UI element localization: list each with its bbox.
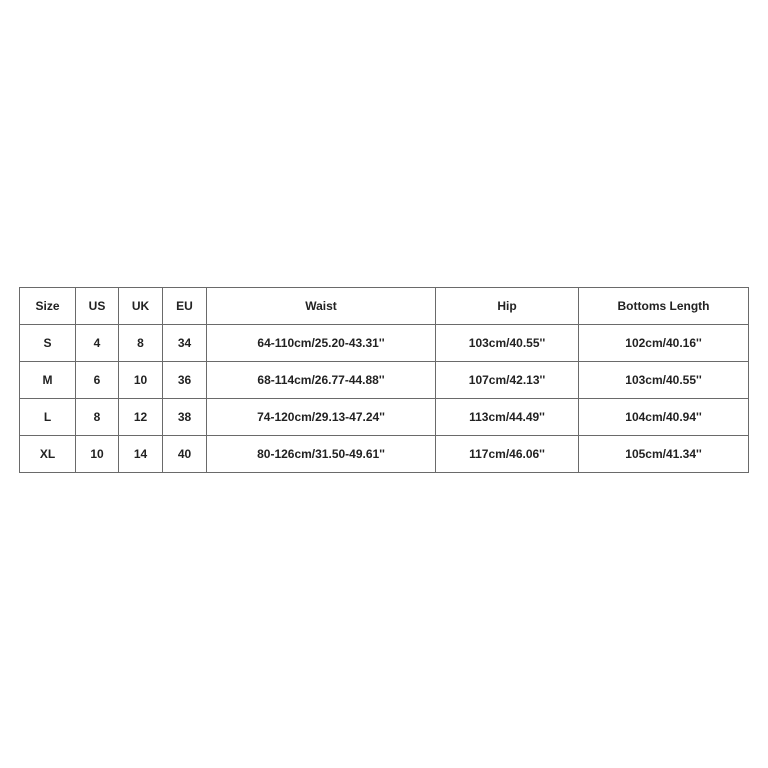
cell-size: XL: [20, 436, 76, 473]
cell-size: M: [20, 362, 76, 399]
cell-uk: 14: [119, 436, 163, 473]
cell-eu: 40: [163, 436, 207, 473]
header-bottoms-length: Bottoms Length: [579, 288, 749, 325]
table-row: [20, 325, 749, 362]
header-uk: UK: [119, 288, 163, 325]
table-header-row: [20, 288, 749, 325]
cell-waist: 68-114cm/26.77-44.88'': [207, 362, 436, 399]
cell-us: 6: [76, 362, 119, 399]
cell-waist: 80-126cm/31.50-49.61'': [207, 436, 436, 473]
cell-eu: 38: [163, 399, 207, 436]
table-row: [20, 362, 749, 399]
cell-us: 4: [76, 325, 119, 362]
cell-hip: 117cm/46.06'': [436, 436, 579, 473]
table-row: [20, 436, 749, 473]
cell-eu: 36: [163, 362, 207, 399]
cell-bottoms-length: 102cm/40.16'': [579, 325, 749, 362]
cell-hip: 103cm/40.55'': [436, 325, 579, 362]
header-hip: Hip: [436, 288, 579, 325]
table-row: [20, 399, 749, 436]
header-waist: Waist: [207, 288, 436, 325]
cell-us: 10: [76, 436, 119, 473]
cell-us: 8: [76, 399, 119, 436]
header-eu: EU: [163, 288, 207, 325]
cell-bottoms-length: 104cm/40.94'': [579, 399, 749, 436]
cell-waist: 74-120cm/29.13-47.24'': [207, 399, 436, 436]
header-us: US: [76, 288, 119, 325]
cell-waist: 64-110cm/25.20-43.31'': [207, 325, 436, 362]
cell-uk: 10: [119, 362, 163, 399]
cell-size: L: [20, 399, 76, 436]
cell-eu: 34: [163, 325, 207, 362]
cell-hip: 107cm/42.13'': [436, 362, 579, 399]
size-chart-table: [19, 287, 749, 473]
header-size: Size: [20, 288, 76, 325]
cell-hip: 113cm/44.49'': [436, 399, 579, 436]
cell-bottoms-length: 103cm/40.55'': [579, 362, 749, 399]
cell-bottoms-length: 105cm/41.34'': [579, 436, 749, 473]
cell-uk: 12: [119, 399, 163, 436]
cell-uk: 8: [119, 325, 163, 362]
cell-size: S: [20, 325, 76, 362]
